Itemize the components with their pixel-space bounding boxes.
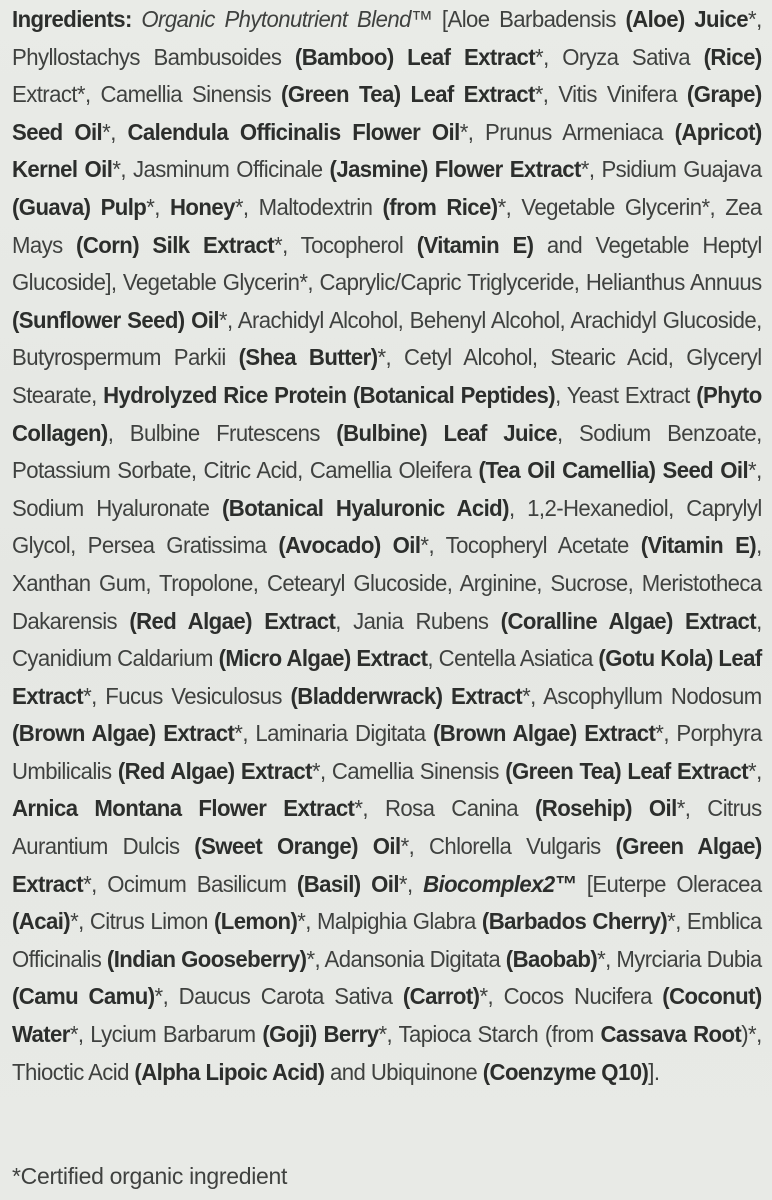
ingredient-emphasis-segment: Hydrolyzed Rice Protein (Botanical Peptides) <box>103 381 556 408</box>
ingredient-emphasis-segment: (Brown Algae) Extract <box>432 720 656 747</box>
ingredient-text-segment: *, Prunus Armeniaca <box>459 118 675 145</box>
ingredient-emphasis-segment: (Green Algae) Extract <box>12 833 762 897</box>
ingredient-emphasis-segment: (Basil) Oil <box>296 870 399 897</box>
ingredient-text-segment: *, Daucus Carota Sativa <box>154 983 403 1010</box>
ingredient-emphasis-segment: (Coralline Algae) Extract <box>500 607 757 634</box>
ingredient-text-segment: *, Rosa Canina <box>354 795 535 822</box>
ingredient-emphasis-segment: (Red Algae) Extract <box>129 607 336 634</box>
ingredient-text-segment: *, Cocos Nucifera <box>479 983 663 1010</box>
ingredient-emphasis-segment: (Tea Oil Camellia) Seed Oil <box>478 457 749 484</box>
ingredient-text-segment: *, <box>102 118 128 145</box>
ingredient-text-segment: *, Myrciaria Dubia <box>597 945 762 972</box>
ingredient-emphasis-segment: (Rice) <box>703 43 762 70</box>
ingredient-emphasis-segment: (Acai) <box>12 908 71 935</box>
ingredient-text-segment: *, <box>146 193 171 220</box>
certified-organic-footnote: *Certified organic ingredient <box>12 1163 288 1189</box>
ingredient-emphasis-segment: (Vitamin E) <box>640 532 757 559</box>
ingredient-text-segment: *, Camellia Sinensis <box>311 757 506 784</box>
ingredient-emphasis-segment: (Bladderwrack) Extract <box>290 682 523 709</box>
ingredient-emphasis-segment: (Botanical Hyaluronic Acid) <box>221 494 509 521</box>
ingredient-emphasis-segment: (Corn) Silk Extract <box>76 231 275 258</box>
ingredient-emphasis-segment: (Sweet Orange) Oil <box>194 833 401 860</box>
ingredient-emphasis-segment: (Guava) Pulp <box>12 193 147 220</box>
ingredients-list <box>12 0 762 1091</box>
ingredient-emphasis-segment: (Red Algae) Extract <box>117 757 312 784</box>
ingredient-emphasis-segment: (Phyto Collagen) <box>12 381 762 446</box>
ingredient-text-segment: *, Vegetable Glycerin*, Zea Mays <box>12 193 762 258</box>
ingredient-emphasis-segment: (Baobab) <box>505 945 598 972</box>
ingredient-text-segment: *, Sodium Hyaluronate <box>12 457 762 521</box>
ingredient-emphasis-segment: (Aloe) Juice <box>625 6 749 32</box>
ingredient-text-segment: *, Tocopherol <box>274 231 417 258</box>
ingredient-emphasis-segment: (Alpha Lipoic Acid) <box>134 1058 325 1085</box>
ingredient-text-segment: , Jania Rubens <box>335 607 501 634</box>
ingredient-text-segment: *, Oryza Sativa <box>535 43 704 70</box>
ingredient-emphasis-segment: (Goji) Berry <box>262 1021 379 1048</box>
ingredient-text-segment: *, Ocimum Basilicum <box>83 870 297 897</box>
ingredient-emphasis-segment: (Grape) Seed Oil <box>12 81 762 145</box>
ingredient-text-segment: *, Vitis Vinifera <box>534 81 687 108</box>
ingredient-text-segment: *, Citrus Aurantium Dulcis <box>12 795 762 860</box>
ingredient-emphasis-segment: (Camu Camu) <box>12 983 155 1010</box>
ingredient-emphasis-segment: (Bamboo) Leaf Extract <box>294 43 536 70</box>
ingredient-text-segment: , Xanthan Gum, Tropolone, Cetearyl Glucoside, Arginine, Sucrose, Meristotheca Dakarensis <box>12 532 762 634</box>
ingredient-emphasis-segment: (Coenzyme Q10) <box>482 1058 649 1085</box>
ingredient-emphasis-segment: (Lemon) <box>213 908 298 935</box>
ingredient-emphasis-segment: Arnica Montana Flower Extract <box>12 795 355 822</box>
ingredient-text-segment: , Cyanidium Caldarium <box>12 607 762 672</box>
ingredient-text-segment: *, Maltodextrin <box>234 193 383 220</box>
ingredient-emphasis-segment: Calendula Officinalis Flower Oil <box>127 118 460 145</box>
ingredient-text-segment: *, <box>398 870 424 897</box>
ingredients-heading: Ingredients: <box>12 6 132 32</box>
ingredient-text-segment: and Ubiquinone <box>324 1058 483 1085</box>
ingredient-emphasis-segment: (Green Tea) Leaf Extract <box>281 81 535 108</box>
ingredient-emphasis-segment: (Carrot) <box>402 983 480 1010</box>
ingredient-text-segment: , Sodium Benzoate, Potassium Sorbate, Citric Acid, Camellia Oleifera <box>12 419 762 484</box>
ingredient-text-segment: *, Emblica Officinalis <box>12 908 762 972</box>
ingredient-text-segment: *, Tapioca Starch (from <box>378 1021 601 1048</box>
ingredient-text-segment: , Centella Asiatica <box>427 645 599 672</box>
ingredient-text-segment: *, Phyllostachys Bambusoides <box>12 6 762 70</box>
ingredient-text-segment: *, Citrus Limon <box>70 908 214 935</box>
ingredient-emphasis-segment: Honey <box>170 193 235 220</box>
ingredient-text-segment: )*, Thioctic Acid <box>12 1021 762 1085</box>
ingredient-emphasis-segment: (Rosehip) Oil <box>534 795 677 822</box>
ingredient-emphasis-segment: (Brown Algae) Extract <box>12 720 235 747</box>
ingredient-text-segment: ]. <box>648 1058 660 1085</box>
ingredient-text-segment: [Aloe Barbadensis <box>432 6 626 32</box>
ingredient-text-segment: Extract*, Camellia Sinensis <box>12 81 282 108</box>
ingredient-emphasis-segment: (Avocado) Oil <box>278 532 421 559</box>
ingredient-emphasis-segment: (Green Tea) Leaf Extract <box>505 757 749 784</box>
ingredient-text-segment: *, Malpighia Glabra <box>297 908 482 935</box>
ingredient-text-segment: *, Lycium Barbarum <box>69 1021 263 1048</box>
ingredient-text-segment: [Euterpe Oleracea <box>576 870 762 897</box>
ingredient-text-segment: *, Jasminum Officinale <box>112 156 330 183</box>
ingredient-emphasis-segment: (Gotu Kola) Leaf Extract <box>12 645 762 709</box>
ingredient-text-segment: *, Adansonia Digitata <box>306 945 506 972</box>
ingredient-emphasis-segment: Biocomplex2™ <box>423 870 577 897</box>
ingredient-emphasis-segment: (Jasmine) Flower Extract <box>329 156 581 183</box>
ingredient-text-segment: *, Porphyra Umbilicalis <box>12 720 762 784</box>
ingredient-text-segment: *, Ascophyllum Nodosum <box>522 682 762 709</box>
ingredient-text-segment: , Bulbine Frutescens <box>107 419 337 446</box>
ingredient-emphasis-segment: (Bulbine) Leaf Juice <box>336 419 557 446</box>
ingredient-emphasis-segment: Organic Phytonutrient Blend™ <box>141 6 433 32</box>
ingredient-emphasis-segment: (Shea Butter) <box>238 344 378 371</box>
ingredient-text-segment: *, <box>748 757 762 784</box>
ingredient-text-segment: , 1,2-Hexanediol, Caprylyl Glycol, Persea Gratissima <box>12 494 762 559</box>
ingredient-emphasis-segment: (from Rice) <box>382 193 498 220</box>
ingredient-emphasis-segment: (Sunflower Seed) Oil <box>12 306 219 333</box>
ingredient-emphasis-segment: (Indian Gooseberry) <box>106 945 307 972</box>
ingredient-text-segment: and Vegetable Heptyl Glucoside], Vegetable Glycerin*, Caprylic/Capric Triglyceride, Helianthus Annuus <box>12 231 762 296</box>
ingredient-text-segment: *, Arachidyl Alcohol, Behenyl Alcohol, Arachidyl Glucoside, Butyrospermum Parkii <box>12 306 762 371</box>
ingredient-text-segment: *, Chlorella Vulgaris <box>400 833 616 860</box>
ingredient-text-segment: *, Laminaria Digitata <box>234 720 433 747</box>
ingredient-emphasis-segment: (Micro Algae) Extract <box>218 645 428 672</box>
ingredient-text-segment: *, Fucus Vesiculosus <box>83 682 291 709</box>
ingredient-emphasis-segment: (Apricot) Kernel Oil <box>12 118 762 183</box>
ingredient-emphasis-segment: (Vitamin E) <box>416 231 534 258</box>
ingredient-text-segment: *, Psidium Guajava <box>580 156 762 183</box>
ingredient-emphasis-segment: (Coconut) Water <box>12 983 762 1048</box>
ingredient-text-segment: *, Cetyl Alcohol, Stearic Acid, Glyceryl Stearate, <box>12 344 762 408</box>
ingredient-text-segment: *, Tocopheryl Acetate <box>420 532 641 559</box>
ingredient-emphasis-segment: (Barbados Cherry) <box>481 908 668 935</box>
ingredient-emphasis-segment: Cassava Root <box>600 1021 742 1048</box>
ingredient-text-segment: , Yeast Extract <box>555 381 697 408</box>
